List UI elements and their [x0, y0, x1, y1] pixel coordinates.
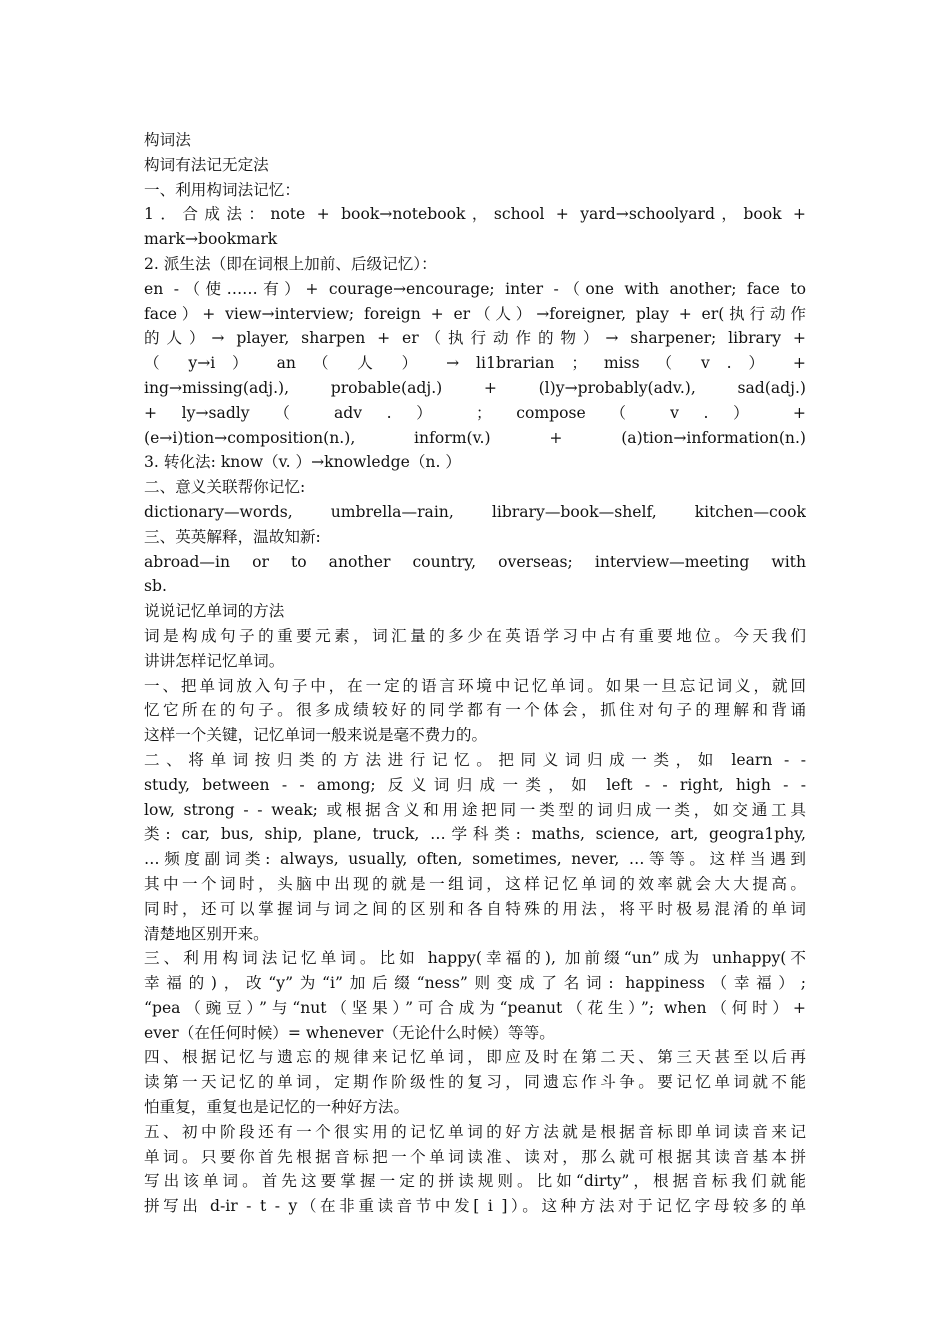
text-line: 1．合成法：note + book→notebook，school + yard→schoolyard，book + — [144, 205, 806, 224]
text-line: 同时，还可以掌握词与词之间的区别和各自特殊的用法，将平时极易混淆的单词 — [144, 899, 806, 918]
text-line: 词是构成句子的重要元素，词汇量的多少在英语学习中占有重要地位。今天我们 — [144, 626, 806, 645]
subtitle: 构词有法记无定法 — [144, 155, 269, 174]
text-line: （ y→i ） an （ 人 ） → li1brarian ； miss （ v . ） + — [144, 354, 806, 373]
text-line: ever（在任何时候）= whenever（无论什么时候）等等。 — [144, 1023, 555, 1042]
text-line: (e→i)tion→composition(n.), inform(v.) + (a)tion→information(n.) — [144, 428, 806, 447]
text-line: 2. 派生法（即在词根上加前、后级记忆）： — [144, 254, 437, 273]
section-heading: 一、利用构词法记忆： — [144, 180, 300, 199]
text-line: 其中一个词时，头脑中出现的就是一组词，这样记忆单词的效率就会大大提高。 — [144, 874, 806, 893]
text-line: 幸福的)，改“y”为“i”加后缀“ness”则变成了名词: happiness（幸福）; — [144, 974, 806, 993]
text-line: study, between - - among; 反义词归成一类，如 left - - right, high - - — [144, 775, 806, 794]
text-line: “pea（豌豆）”与“nut（坚果）”可合成为“peanut（花生）”; when（何时）+ — [144, 998, 806, 1017]
text-line: ing→missing(adj.), probable(adj.) + (l)y→probably(adv.), sad(adj.) — [144, 378, 806, 397]
text-line: 二、将单词按归类的方法进行记忆。把同义词归成一类，如 learn - - — [144, 750, 806, 769]
document-page — [144, 128, 806, 1219]
text-line: 讲讲怎样记忆单词。 — [144, 651, 285, 670]
text-line: 忆它所在的句子。很多成绩较好的同学都有一个体会，抓住对句子的理解和背诵 — [144, 701, 806, 720]
text-line: low, strong - - weak; 或根据含义和用途把同一类型的词归成一类，如交通工具 — [144, 800, 806, 819]
text-line: 类: car, bus, ship, plane, truck, …学科类: maths, science, art, geogra1phy, — [144, 825, 806, 844]
section-heading: 三、英英解释，温故知新: — [144, 527, 321, 546]
text-line: 这样一个关键，记忆单词一般来说是毫不费力的。 — [144, 726, 488, 745]
text-line: 怕重复，重复也是记忆的一种好方法。 — [144, 1098, 410, 1117]
text-line: 读第一天记忆的单词，定期作阶级性的复习，同遗忘作斗争。要记忆单词就不能 — [144, 1073, 806, 1092]
text-line: 3. 转化法: know（v. ）→knowledge（n. ） — [144, 453, 461, 472]
text-line: + ly→sadly （ adv . ） ； compose （ v . ） + — [144, 403, 806, 422]
text-line: 单词。只要你首先根据音标把一个单词读准、读对，那么就可根据其读音基本拼 — [144, 1147, 806, 1166]
text-line: 一、把单词放入句子中，在一定的语言环境中记忆单词。如果一旦忘记词义，就回 — [144, 676, 806, 695]
text-line: sb. — [144, 577, 167, 596]
text-line: 五、初中阶段还有一个很实用的记忆单词的好方法就是根据音标即单词读音来记 — [144, 1122, 806, 1141]
text-line: abroad—in or to another country, overseas; interview—meeting with — [144, 552, 806, 571]
text-line: 写出该单词。首先这要掌握一定的拼读规则。比如“dirty”，根据音标我们就能 — [144, 1172, 806, 1191]
text-line: en -（使……有）+ courage→encourage; inter -（one with another; face to — [144, 279, 806, 298]
text-line: 的人）→ player, sharpen + er（执行动作的物）→ sharpener; library + — [144, 329, 806, 348]
text-line: 三、利用构词法记忆单词。比如 happy(幸福的), 加前缀“un”成为 unhappy(不 — [144, 949, 806, 968]
text-line: face）+ view→interview; foreign + er（人）→foreigner, play + er(执行动作 — [144, 304, 806, 323]
text-line: 四、根据记忆与遗忘的规律来记忆单词，即应及时在第二天、第三天甚至以后再 — [144, 1048, 806, 1067]
text-line: 清楚地区别开来。 — [144, 924, 269, 943]
article-title: 说说记忆单词的方法 — [144, 602, 285, 621]
text-line: mark→bookmark — [144, 230, 278, 249]
text-line: dictionary—words, umbrella—rain, library—book—shelf, kitchen—cook — [144, 502, 806, 521]
title: 构词法 — [144, 131, 191, 149]
section-heading: 二、意义关联帮你记忆: — [144, 478, 306, 497]
text-line: 拼写出 d-ir - t - y（在非重读音节中发[ i ]）。这种方法对于记忆字母较多的单 — [144, 1197, 806, 1216]
text-line: …频度副词类: always, usually, often, sometimes, never, …等等。这样当遇到 — [144, 850, 806, 869]
